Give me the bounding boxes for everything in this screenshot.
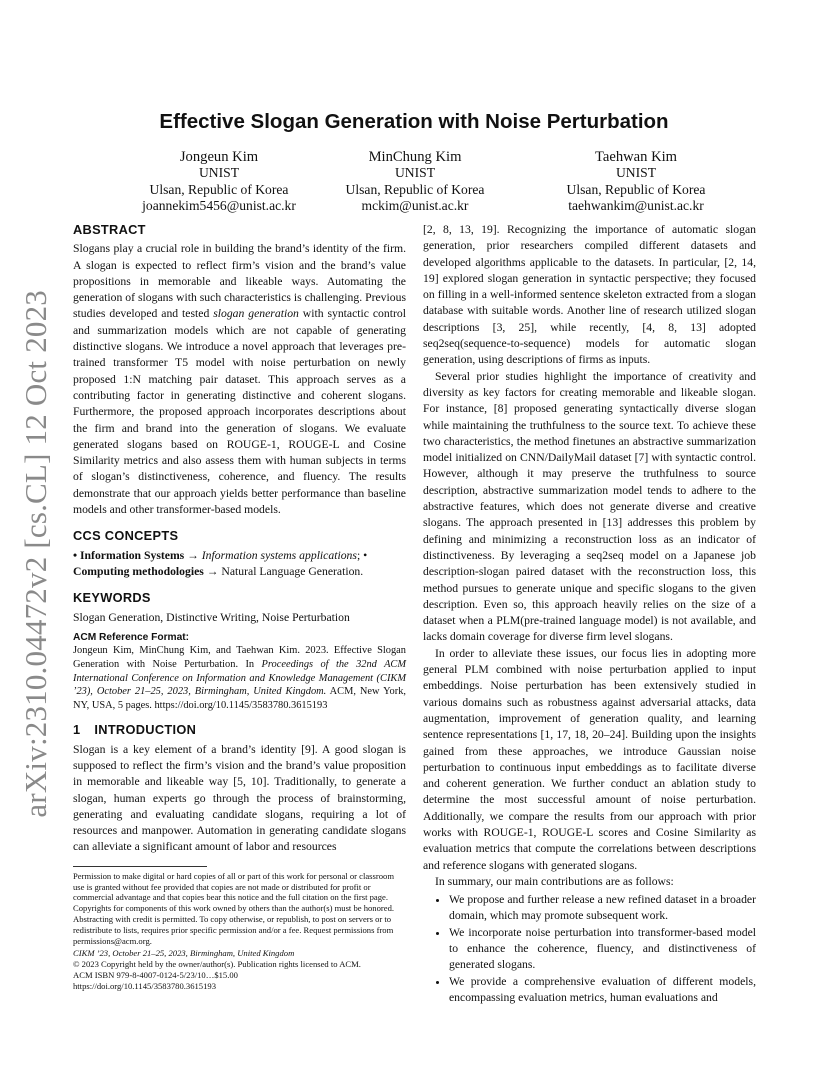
- right-paragraph-2: Several prior studies highlight the importance of creativity and diversity as key factors for creating memorable and likeable slogan. For instance, [8] proposed generating syntactically diverse slogan while maintaining the truthfulness to the source text. To achieve these two characteristics, the method finetunes an abstractive summarization model initialized on CNN/DailyMail dataset [7] with syntactic control. However, although it may preserve the truthfulness to source description, abstractive summarization model tends to adhere to the abstractive features, which does not generate diverse and creative slogans. The approach presented in [13] addresses this problem by defining and minimizing a reconstruction loss as an indicator of distinctiveness. By leveraging a seq2seq model on a Japanese job description-slogan paired dataset with the reconstruction loss, this method pursues to generate unique and specific slogans to the given description. Even so, this approach heavily relies on the size of a dataset when a PLM(pre-trained language model) is not available, and lacks domain coverage for diverse firm level slogans.: [423, 369, 756, 644]
- ccs-term: Information systems applications: [201, 548, 357, 562]
- footnote-divider: [73, 866, 207, 867]
- author-location: Ulsan, Republic of Korea: [566, 181, 706, 197]
- author-affiliation: UNIST: [394, 165, 436, 181]
- author-location: Ulsan, Republic of Korea: [345, 181, 485, 197]
- contributions-list: [423, 892, 756, 1006]
- ccs-separator: ; •: [356, 548, 368, 562]
- arxiv-identifier: arXiv:2310.04472v2 [cs.CL] 12 Oct 2023: [18, 290, 53, 818]
- right-paragraph-3: In order to alleviate these issues, our focus lies in adopting more general PLM combined with noise perturbation applied to input embeddings. Noise perturbation has been extensively studied in various domains such as robustness against adversarial attacks, data augmentation, improvement of generation quality, and learning sentence representations [1, 17, 18, 20–24]. Building upon the insights gained from these approaches, we introduce Gaussian noise perturbation to continuous input embeddings as to facilitate diverse and coherent generation. We further conduct an ablation study to determine the most successful amount of noise perturbation. Additionally, we compare the results from our approach with prior works with ROUGE-1, ROUGE-L scores and Cosine Similarity as evaluation metrics that compute the correlations between descriptions and reference slogans with generated slogans.: [423, 646, 756, 872]
- intro-text: Slogan is a key element of a brand’s identity [9]. A good slogan is supposed to reflect the firm’s vision and the brand’s value proposition in memorable and likeable way [5, 10]. Traditionally, to generate a slogan, human experts go through the process of brainstorming, generating and evaluating candidate slogans, requiring a lot of resources and manpower. Automation in generating candidate slogans can alleviate a significant amount of labor and resources: [73, 742, 406, 854]
- permission-notice: Permission to make digital or hard copies of all or part of this work for personal or classroom use is granted without fee provided that copies are not made or distributed for profit or commercial advantage and that copies bear this notice and the full citation on the first page. Copyrights for components of this work owned by others than the author(s) must be honored. Abstracting with credit is permitted. To copy otherwise, or republish, to post on servers or to redistribute to lists, requires prior specific permission and/or a fee. Request permissions from permissions@acm.org.: [73, 870, 395, 946]
- venue: CIKM ’23, October 21–25, 2023, Birmingham, United Kingdom: [73, 948, 295, 959]
- author-name: Jongeun Kim: [179, 149, 259, 165]
- author-name: Taehwan Kim: [594, 149, 678, 165]
- left-column: [73, 222, 406, 992]
- author-email: taehwankim@unist.ac.kr: [568, 198, 704, 214]
- right-column: [423, 222, 756, 1006]
- section-title: INTRODUCTION: [94, 722, 197, 738]
- section-number: 1: [73, 722, 81, 738]
- abstract-text-part: with syntactic control and summarization models which are not capable of generating distinctive slogans. We introduce a novel approach that leverages pre-trained transformer T5 model with noise perturbation on newly proposed 1:N matching pair dataset. This approach serves as a contributing factor in generating distinctive and coherent slogans. Furthermore, the proposed approach incorporates descriptions about the firm and brand into the generation of slogans. We evaluate generated slogans based on ROUGE-1, ROUGE-L and Cosine Similarity metrics and also assess them with human subjects in terms of slogan’s distinctiveness, coherence, and fluency. The results demonstrate that our approach yields better performance than baseline models and other transformer-based models.: [73, 307, 406, 517]
- venue-line: [73, 948, 406, 959]
- contribution-item: • We propose and further release a new refined dataset in a broader domain, which may promote subsequent work.: [449, 892, 756, 925]
- author-affiliation: UNIST: [198, 165, 240, 181]
- ccs-term: → Natural Language Generation.: [203, 564, 364, 578]
- ccs-heading: CCS CONCEPTS: [73, 528, 179, 544]
- paper-title: Effective Slogan Generation with Noise Perturbation: [159, 110, 669, 133]
- acm-ref-part: Jongeun Kim, MinChung Kim, and Taehwan Kim. 2023. Effective Slogan Generation with Noise Perturbation. In: [73, 645, 406, 671]
- contribution-item: • We provide a comprehensive evaluation of different models, encompassing evaluation metrics, human evaluations and: [449, 974, 756, 1007]
- abstract-text-part: Slogans play a crucial role in building the brand’s identity of the firm. A slogan is expected to reflect firm’s vision and the brand’s value propositions in memorable and likeable ways. Automating the generation of slogans with such characteristics is challenging. Previous studies developed and tested: [73, 242, 406, 321]
- author-email: mckim@unist.ac.kr: [361, 198, 469, 214]
- author-block-3: [521, 149, 751, 215]
- keywords-heading: KEYWORDS: [73, 590, 151, 606]
- ccs-term: Computing methodologies: [73, 564, 204, 578]
- acm-ref-venue: Proceedings of the 32nd ACM International Conference on Information and Knowledge Management (CIKM ’23), October 21–25, 2023, Birmingham, United Kingdom.: [73, 659, 407, 698]
- keywords-text: Slogan Generation, Distinctive Writing, Noise Perturbation: [73, 610, 350, 624]
- doi-line: https://doi.org/10.1145/3583780.3615193: [73, 980, 216, 991]
- author-name: MinChung Kim: [368, 149, 462, 165]
- abstract-heading: ABSTRACT: [73, 222, 146, 237]
- author-block-2: [300, 149, 530, 215]
- author-location: Ulsan, Republic of Korea: [149, 181, 289, 197]
- acm-ref-part: ACM, New York, NY, USA, 5 pages. https://doi.org/10.1145/3583780.3615193: [73, 686, 406, 711]
- contribution-item: • We incorporate noise perturbation into transformer-based model to enhance the coherence, fluency, and distinctiveness of generated slogans.: [449, 925, 756, 974]
- intro-heading: [73, 722, 406, 738]
- acm-reference-label: ACM Reference Format:: [73, 631, 190, 643]
- ccs-text: [73, 548, 406, 581]
- acm-reference-text: [73, 644, 406, 712]
- author-affiliation: UNIST: [615, 165, 657, 181]
- copyright-line: © 2023 Copyright held by the owner/author(s). Publication rights licensed to ACM.: [73, 959, 361, 970]
- isbn-line: ACM ISBN 979-8-4007-0124-5/23/10…$15.00: [73, 969, 238, 980]
- author-email: joannekim5456@unist.ac.kr: [142, 198, 296, 214]
- ccs-term: • Information Systems: [73, 548, 185, 562]
- abstract-text: [73, 241, 406, 518]
- acm-reference: [73, 631, 406, 713]
- ccs-arrow: →: [184, 548, 202, 562]
- abstract-emphasis: slogan generation: [213, 307, 299, 321]
- right-paragraph-4: In summary, our main contributions are as follows:: [435, 874, 674, 888]
- right-paragraph-1: [2, 8, 13, 19]. Recognizing the importance of automatic slogan generation, prior researchers compiled different datasets and developed algorithms applicable to the datasets. In particular, [2, 14, 19] explored slogan generation in syntactic perspective; they focused on filling in a well-informed sentence skeleton extracted from a slogan database with suitable words. Another line of research utilized slogan descriptions [3, 25], while recently, [4, 8, 13] adopted seq2seq(sequence-to-sequence) models for automatic slogan generation, using descriptions of firms as inputs.: [423, 223, 756, 367]
- footnote: [73, 871, 406, 992]
